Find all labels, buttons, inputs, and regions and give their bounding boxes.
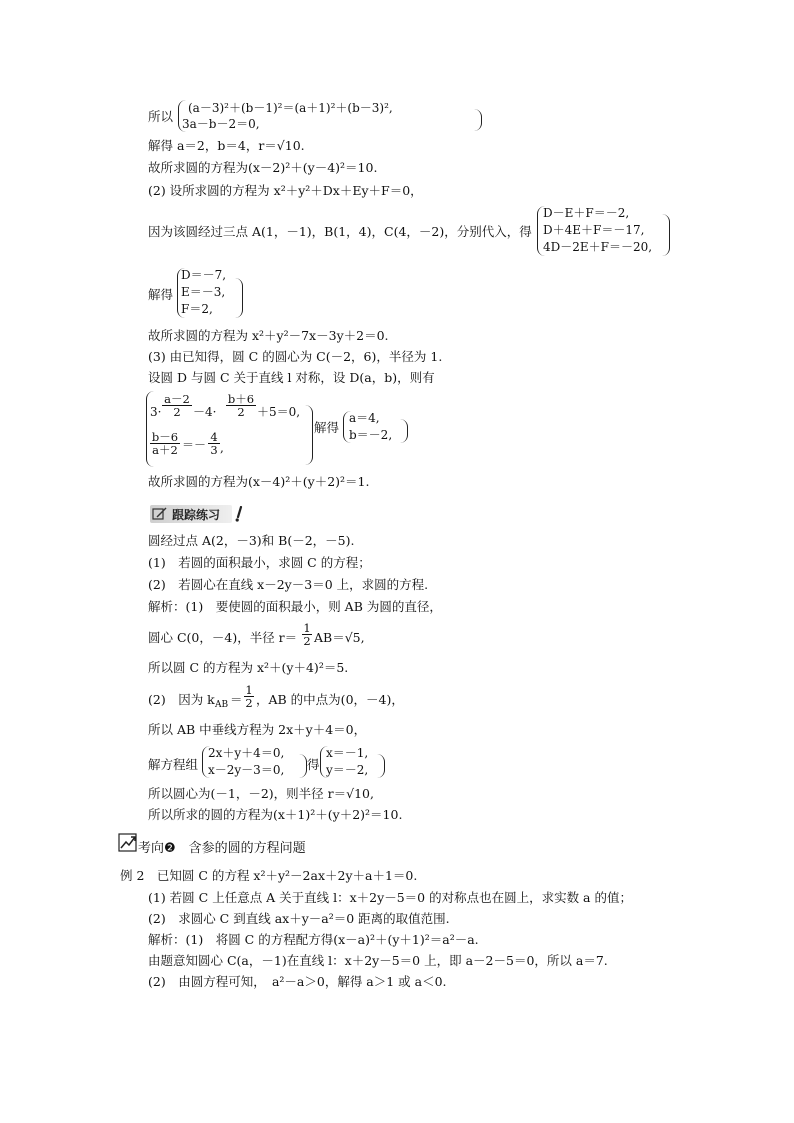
section-title: 考向❷ 含参的圆的方程问题 — [138, 841, 306, 856]
system-eq-1: D－E＋F＝－2, — [543, 206, 630, 220]
fraction — [150, 431, 180, 456]
pencil-square-icon — [152, 507, 168, 521]
numerator: 1 — [303, 621, 311, 635]
practice-a1: 解析：(1) 要使圆的面积最小，则 AB 为圆的直径， — [148, 599, 442, 614]
denominator: 2 — [173, 405, 181, 419]
part2-result: 故所求圆的方程为 x²＋y²－7x－3y＋2＝0. — [148, 328, 389, 343]
numerator: 4 — [208, 431, 220, 444]
right-brace — [304, 405, 313, 465]
fraction — [208, 431, 220, 456]
fraction — [226, 393, 256, 418]
practice-a6-mid: 得 — [307, 757, 320, 772]
result-line: 故所求圆的方程为(x－2)²＋(y－4)²＝10. — [148, 160, 378, 175]
denominator: 2 — [245, 696, 253, 710]
right-brace — [234, 278, 243, 318]
practice-a8: 所以所求的圆的方程为(x＋1)²＋(y＋2)²＝10. — [148, 807, 403, 822]
example2-a2: 由题意知圆心 C(a，－1)在直线 l：x＋2y－5＝0 上，即 a－2－5＝0，所以 a＝7. — [148, 953, 608, 968]
system-eq-1: 2x＋y＋4＝0, — [208, 746, 285, 760]
example2-a3: (2) 由圆方程可知， a²－a＞0，解得 a＞1 或 a＜0. — [148, 974, 447, 989]
right-brace — [376, 754, 385, 778]
example2-q2: (2) 求圆心 C 到直线 ax＋y－a²＝0 距离的取值范围. — [148, 911, 450, 926]
solve-prefix: 解得 — [148, 287, 174, 302]
trend-chart-icon — [118, 833, 138, 853]
part3-line2: 设圆 D 与圆 C 关于直线 l 对称，设 D(a，b)，则有 — [148, 370, 435, 385]
system-eq-2: D＋4E＋F＝－17, — [543, 223, 645, 237]
practice-banner — [150, 505, 242, 523]
denominator: 2 — [303, 634, 311, 648]
numerator: b－6 — [151, 430, 179, 444]
right-brace — [298, 754, 307, 778]
fraction — [302, 622, 312, 647]
practice-a7: 所以圆心为(－1，－2)，则半径 r＝√10, — [148, 786, 374, 801]
so-prefix: 所以 — [148, 109, 174, 124]
practice-a3: 所以圆 C 的方程为 x²＋(y＋4)²＝5. — [148, 660, 349, 675]
solution-a: a＝4, — [349, 411, 380, 425]
practice-a5: 所以 AB 中垂线方程为 2x＋y＋4＝0， — [148, 722, 367, 737]
part2-lead: 因为该圆经过三点 A(1，－1)，B(1，4)，C(4，－2)，分别代入，得 — [148, 224, 532, 239]
numerator: 1 — [245, 683, 253, 697]
eq-end: , — [220, 441, 224, 455]
numerator: b＋6 — [227, 392, 255, 406]
solution-D: D＝－7, — [181, 268, 227, 282]
subscript-AB: AB — [215, 700, 229, 710]
practice-q1: (1) 若圆的面积最小，求圆 C 的方程； — [148, 555, 371, 570]
part2-intro: (2) 设所求圆的方程为 x²＋y²＋Dx＋Ey＋F＝0， — [148, 183, 423, 198]
exclamation-icon — [234, 506, 246, 522]
eq-end: ＋5＝0, — [257, 405, 301, 419]
example2-q1: (1) 若圆 C 上任意点 A 关于直线 l：x＋2y－5＝0 的对称点也在圆上，求实数 a 的值； — [148, 890, 632, 905]
right-brace — [399, 419, 408, 443]
fraction — [244, 684, 254, 709]
eq-prefix: 3· — [150, 405, 162, 419]
solution-x: x＝－1, — [326, 746, 369, 760]
right-brace — [473, 109, 482, 131]
fraction — [162, 393, 192, 418]
denominator: a＋2 — [152, 443, 178, 457]
banner-label: 跟踪练习 — [172, 508, 221, 522]
solution-F: F＝2, — [181, 302, 213, 316]
eq-middle: ＝－ — [182, 438, 207, 452]
part3-line1: (3) 由已知得，圆 C 的圆心为 C(－2，6)，半径为 1. — [148, 349, 443, 364]
eq-middle: －4· — [193, 405, 217, 419]
system-eq-1: (a－3)²＋(b－1)²＝(a＋1)²＋(b－3)², — [188, 101, 393, 115]
example2-a1: 解析：(1) 将圆 C 的方程配方得(x－a)²＋(y＋1)²＝a²－a. — [148, 932, 479, 947]
right-brace — [661, 214, 670, 256]
practice-a2-prefix: 圆心 C(0，－4)，半径 r＝ — [148, 630, 298, 645]
system-eq-2: 3a－b－2＝0, — [182, 117, 260, 131]
solve-line: 解得 a＝2，b＝4，r＝√10. — [148, 138, 305, 153]
practice-question: 圆经过点 A(2，－3)和 B(－2，－5). — [148, 533, 355, 548]
practice-a4-prefix: (2) 因为 k — [148, 692, 215, 707]
solution-E: E＝－3, — [181, 285, 226, 299]
part3-result: 故所求圆的方程为(x－4)²＋(y＋2)²＝1. — [148, 474, 370, 489]
practice-a6-prefix: 解方程组 — [148, 757, 199, 772]
system-eq-3: 4D－2E＋F＝－20, — [543, 240, 653, 254]
denominator: 3 — [210, 443, 218, 457]
practice-a2-suffix: AB＝√5, — [314, 630, 365, 645]
denominator: 2 — [237, 405, 245, 419]
practice-a4-equals: ＝ — [230, 692, 243, 707]
solution-y: y＝－2, — [326, 763, 369, 777]
numerator: a－2 — [162, 393, 192, 406]
solve-prefix: 解得 — [314, 420, 340, 435]
system-eq-2: x－2y－3＝0, — [208, 763, 285, 777]
solution-b: b＝－2, — [349, 428, 393, 442]
example2-stem: 例 2 已知圆 C 的方程 x²＋y²－2ax＋2y＋a＋1＝0. — [120, 868, 418, 883]
practice-a4-suffix: ，AB 的中点为(0，－4)， — [256, 692, 404, 707]
practice-q2: (2) 若圆心在直线 x－2y－3＝0 上，求圆的方程. — [148, 577, 429, 592]
